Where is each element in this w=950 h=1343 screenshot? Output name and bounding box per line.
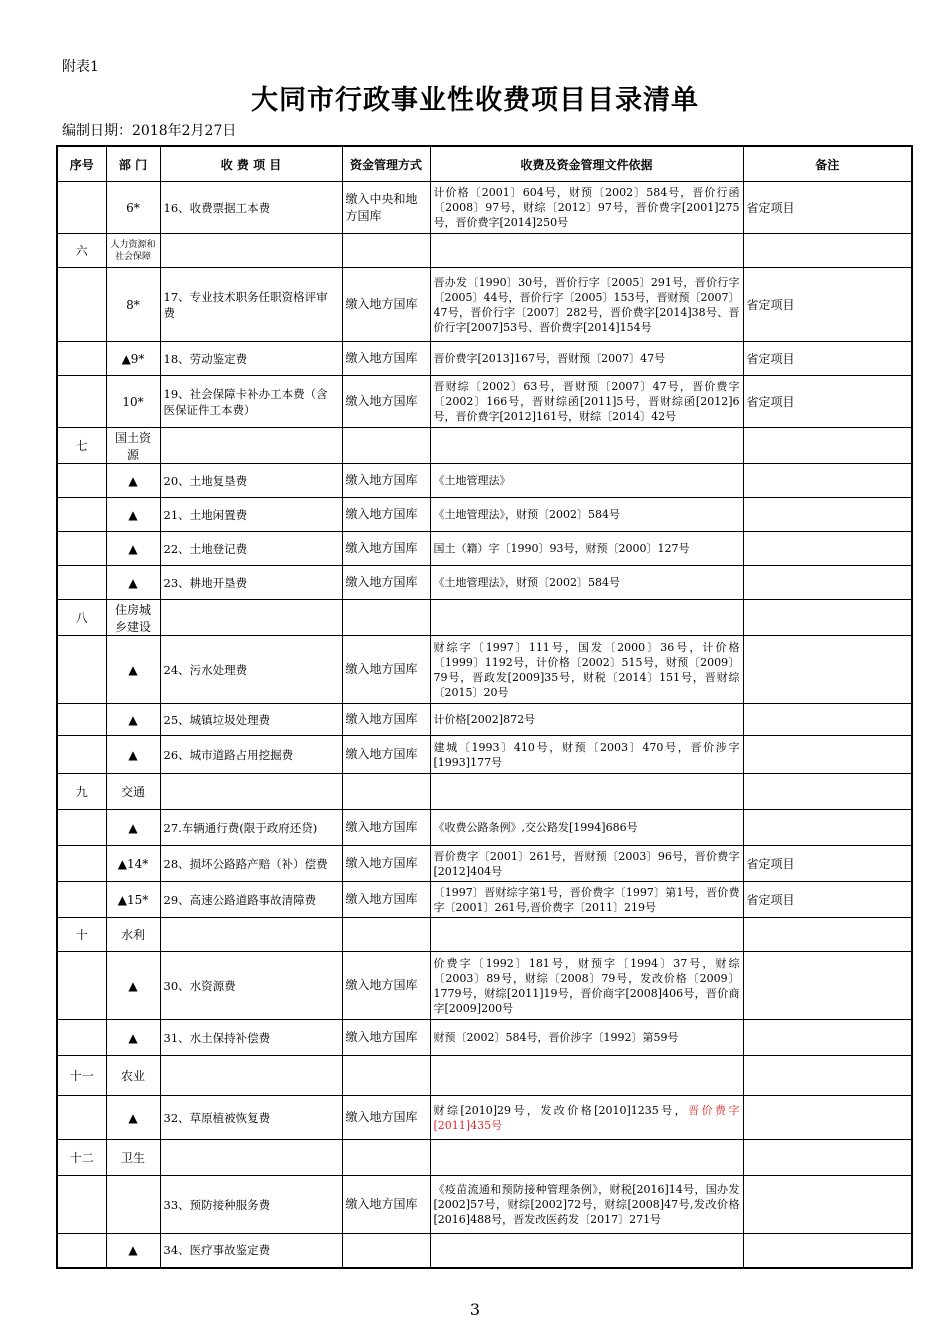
basis-text: 《土地管理法》，财预〔2002〕584号 (433, 508, 620, 521)
basis-text: 晋价费字〔2001〕261号，晋财预〔2003〕96号，晋价费字[2012]404号 (433, 849, 740, 878)
cell-item (160, 774, 342, 810)
basis-text: 计价格〔2001〕604号，财预〔2002〕584号，晋价行函〔2008〕97号，财综〔2012〕97号，晋价费字[2001]275号，晋价费字[2014]250号 (433, 186, 740, 229)
table-row (57, 1234, 912, 1268)
cell-item (160, 1056, 342, 1096)
cell-note (743, 1176, 912, 1234)
cell-mgmt: 缴入地方国库 (342, 464, 430, 498)
col-header-basis: 收费及资金管理文件依据 (430, 146, 743, 182)
cell-note (743, 1056, 912, 1096)
cell-seq (57, 376, 106, 428)
page-title: 大同市行政事业性收费项目目录清单 (251, 85, 699, 116)
cell-basis (430, 464, 743, 498)
cell-item: 17、专业技术职务任职资格评审费 (160, 268, 342, 342)
cell-dept: 交通 (106, 774, 160, 810)
basis-text: 〔1997〕晋财综字第1号，晋价费字〔1997〕第1号，晋价费字〔2001〕261号,晋价费字〔2011〕219号 (433, 885, 740, 914)
col-header-seq: 序号 (57, 146, 106, 182)
cell-seq (57, 846, 106, 882)
basis-text: 《土地管理法》，财预〔2002〕584号 (433, 576, 620, 589)
cell-dept: ▲ (106, 566, 160, 600)
cell-basis (430, 376, 743, 428)
col-header-note: 备注 (743, 146, 912, 182)
cell-seq (57, 810, 106, 846)
cell-mgmt (342, 428, 430, 464)
cell-basis (430, 1234, 743, 1268)
cell-item: 19、社会保障卡补办工本费（含医保证件工本费） (160, 376, 342, 428)
cell-seq (57, 464, 106, 498)
cell-basis (430, 566, 743, 600)
cell-basis (430, 1176, 743, 1234)
cell-basis (430, 636, 743, 704)
cell-note (743, 1234, 912, 1268)
cell-note: 省定项目 (743, 376, 912, 428)
cell-item (160, 918, 342, 952)
table-row (57, 1176, 912, 1234)
table-row (57, 846, 912, 882)
cell-item: 21、土地闲置费 (160, 498, 342, 532)
cell-mgmt (342, 918, 430, 952)
table-group-row (57, 918, 912, 952)
basis-text: 《土地管理法》 (433, 474, 511, 487)
cell-dept: ▲ (106, 464, 160, 498)
cell-note (743, 952, 912, 1020)
table-row (57, 810, 912, 846)
cell-mgmt (342, 1140, 430, 1176)
cell-basis (430, 1096, 743, 1140)
cell-note (743, 774, 912, 810)
cell-item: 23、耕地开垦费 (160, 566, 342, 600)
col-header-dept: 部 门 (106, 146, 160, 182)
cell-dept: 国土资源 (106, 428, 160, 464)
table-row (57, 268, 912, 342)
cell-mgmt (342, 600, 430, 636)
cell-dept: ▲15* (106, 882, 160, 918)
cell-mgmt: 缴入地方国库 (342, 1096, 430, 1140)
cell-dept: 10* (106, 376, 160, 428)
cell-note: 省定项目 (743, 182, 912, 234)
cell-note (743, 1096, 912, 1140)
cell-basis (430, 1056, 743, 1096)
cell-note: 省定项目 (743, 846, 912, 882)
cell-item: 33、预防接种服务费 (160, 1176, 342, 1234)
table-row (57, 704, 912, 736)
attachment-label: 附表1 (62, 59, 99, 75)
cell-item: 31、水土保持补偿费 (160, 1020, 342, 1056)
table-row (57, 182, 912, 234)
cell-seq (57, 532, 106, 566)
cell-basis (430, 882, 743, 918)
cell-note (743, 498, 912, 532)
cell-dept: ▲ (106, 704, 160, 736)
cell-mgmt: 缴入地方国库 (342, 952, 430, 1020)
table-row (57, 376, 912, 428)
cell-basis (430, 600, 743, 636)
table-row (57, 532, 912, 566)
cell-basis (430, 532, 743, 566)
cell-mgmt: 缴入地方国库 (342, 342, 430, 376)
cell-mgmt (342, 1234, 430, 1268)
cell-seq: 十 (57, 918, 106, 952)
basis-text: 晋财综〔2002〕63号，晋财预〔2007〕47号，晋价费字〔2002〕166号，晋财综函[2011]5号，晋财综函[2012]6号，晋价费字[2012]161号，财综〔2014〕42号 (433, 380, 740, 423)
cell-dept: ▲9* (106, 342, 160, 376)
cell-mgmt: 缴入地方国库 (342, 704, 430, 736)
cell-seq: 八 (57, 600, 106, 636)
basis-text: 财综[2010]29号，发改价格[2010]1235号， (433, 1103, 689, 1117)
cell-seq (57, 182, 106, 234)
cell-seq: 十一 (57, 1056, 106, 1096)
cell-dept: 8* (106, 268, 160, 342)
cell-dept: ▲ (106, 736, 160, 774)
col-header-mgmt: 资金管理方式 (342, 146, 430, 182)
cell-seq (57, 882, 106, 918)
table-row (57, 736, 912, 774)
table-group-row (57, 234, 912, 268)
table-row (57, 1020, 912, 1056)
cell-dept: ▲ (106, 810, 160, 846)
cell-dept: ▲ (106, 1234, 160, 1268)
table-group-row (57, 1056, 912, 1096)
cell-seq (57, 1234, 106, 1268)
cell-basis (430, 342, 743, 376)
cell-item: 16、收费票据工本费 (160, 182, 342, 234)
cell-item: 22、土地登记费 (160, 532, 342, 566)
cell-mgmt: 缴入地方国库 (342, 810, 430, 846)
table-row (57, 498, 912, 532)
cell-seq (57, 736, 106, 774)
cell-dept: ▲ (106, 952, 160, 1020)
table-group-row (57, 774, 912, 810)
cell-dept: ▲ (106, 498, 160, 532)
basis-text: 财综字〔1997〕111号，国发〔2000〕36号，计价格〔1999〕1192号，计价格〔2002〕515号，财预〔2009〕79号，晋政发[2009]35号，财税〔2014〕151号，晋财综〔2015〕20号 (433, 640, 740, 699)
cell-basis (430, 428, 743, 464)
table-row (57, 464, 912, 498)
basis-text-highlight: 晋价费字[2011]435号 (433, 1103, 740, 1132)
cell-note (743, 636, 912, 704)
cell-note (743, 428, 912, 464)
cell-seq (57, 268, 106, 342)
cell-basis (430, 846, 743, 882)
cell-mgmt: 缴入地方国库 (342, 498, 430, 532)
cell-item: 26、城市道路占用挖掘费 (160, 736, 342, 774)
cell-mgmt: 缴入中央和地方国库 (342, 182, 430, 234)
cell-dept: ▲ (106, 532, 160, 566)
cell-dept: 住房城乡建设 (106, 600, 160, 636)
cell-seq (57, 636, 106, 704)
basis-text: 《疫苗流通和预防接种管理条例》，财税[2016]14号，国办发[2002]57号，财综[2002]72号，财综[2008]47号,发改价格[2016]488号，晋发改医药发〔2017〕271号 (433, 1183, 740, 1226)
cell-note (743, 1020, 912, 1056)
cell-seq (57, 498, 106, 532)
cell-seq: 六 (57, 234, 106, 268)
fee-table (56, 145, 913, 1269)
cell-seq (57, 1020, 106, 1056)
cell-mgmt: 缴入地方国库 (342, 882, 430, 918)
basis-text: 晋办发〔1990〕30号，晋价行字〔2005〕291号，晋价行字〔2005〕44号，晋价行字〔2005〕153号，晋财预〔2007〕47号，晋价行字〔2007〕282号，晋价费字[2014]38号、晋价行字[2007]53号、晋价费字[2014]154号 (433, 275, 740, 334)
cell-basis (430, 952, 743, 1020)
basis-text: 《收费公路条例》,交公路发[1994]686号 (433, 821, 638, 834)
cell-note (743, 532, 912, 566)
basis-text: 财预〔2002〕584号，晋价涉字〔1992〕第59号 (433, 1031, 679, 1044)
cell-dept: 水利 (106, 918, 160, 952)
cell-basis (430, 810, 743, 846)
table-row (57, 636, 912, 704)
cell-item (160, 1140, 342, 1176)
cell-seq (57, 1176, 106, 1234)
cell-item: 34、医疗事故鉴定费 (160, 1234, 342, 1268)
table-body (57, 182, 912, 1268)
cell-note (743, 918, 912, 952)
cell-mgmt (342, 234, 430, 268)
cell-item: 27.车辆通行费(限于政府还贷) (160, 810, 342, 846)
cell-mgmt: 缴入地方国库 (342, 736, 430, 774)
compile-date: 编制日期：2018年2月27日 (62, 123, 237, 139)
cell-seq: 九 (57, 774, 106, 810)
cell-seq: 十二 (57, 1140, 106, 1176)
cell-seq: 七 (57, 428, 106, 464)
table-row (57, 342, 912, 376)
cell-basis (430, 918, 743, 952)
cell-item: 25、城镇垃圾处理费 (160, 704, 342, 736)
cell-seq (57, 1096, 106, 1140)
cell-seq (57, 566, 106, 600)
col-header-item: 收 费 项 目 (160, 146, 342, 182)
table-group-row (57, 600, 912, 636)
cell-mgmt: 缴入地方国库 (342, 1020, 430, 1056)
cell-mgmt: 缴入地方国库 (342, 268, 430, 342)
cell-basis (430, 182, 743, 234)
cell-item: 20、土地复垦费 (160, 464, 342, 498)
cell-basis (430, 1020, 743, 1056)
cell-item: 32、草原植被恢复费 (160, 1096, 342, 1140)
table-group-row (57, 428, 912, 464)
cell-note: 省定项目 (743, 342, 912, 376)
cell-basis (430, 1140, 743, 1176)
cell-mgmt: 缴入地方国库 (342, 846, 430, 882)
table-header-row (57, 146, 912, 182)
cell-seq (57, 952, 106, 1020)
table-row (57, 1096, 912, 1140)
cell-basis (430, 234, 743, 268)
cell-mgmt (342, 1056, 430, 1096)
table-group-row (57, 1140, 912, 1176)
cell-item (160, 428, 342, 464)
cell-seq (57, 342, 106, 376)
page-number: 3 (469, 1300, 481, 1319)
cell-note: 省定项目 (743, 268, 912, 342)
cell-mgmt: 缴入地方国库 (342, 376, 430, 428)
cell-item: 29、高速公路道路事故清障费 (160, 882, 342, 918)
cell-dept: ▲ (106, 1096, 160, 1140)
table-row (57, 882, 912, 918)
cell-note (743, 234, 912, 268)
cell-note (743, 600, 912, 636)
cell-dept: 人力资源和社会保障 (106, 234, 160, 268)
cell-item (160, 234, 342, 268)
basis-text: 建城〔1993〕410号，财预〔2003〕470号，晋价涉字[1993]177号 (433, 740, 740, 769)
cell-note: 省定项目 (743, 882, 912, 918)
basis-text: 计价格[2002]872号 (433, 713, 536, 726)
cell-mgmt: 缴入地方国库 (342, 1176, 430, 1234)
cell-seq (57, 704, 106, 736)
cell-dept (106, 1176, 160, 1234)
cell-mgmt (342, 774, 430, 810)
cell-dept: ▲14* (106, 846, 160, 882)
cell-note (743, 704, 912, 736)
cell-basis (430, 774, 743, 810)
table-row (57, 566, 912, 600)
cell-note (743, 464, 912, 498)
cell-dept: 卫生 (106, 1140, 160, 1176)
cell-item: 24、污水处理费 (160, 636, 342, 704)
cell-basis (430, 498, 743, 532)
cell-basis (430, 736, 743, 774)
cell-basis (430, 704, 743, 736)
cell-item (160, 600, 342, 636)
cell-item: 18、劳动鉴定费 (160, 342, 342, 376)
basis-text: 国土（籍）字〔1990〕93号，财预〔2000〕127号 (433, 542, 690, 555)
cell-dept: ▲ (106, 636, 160, 704)
cell-dept: 农业 (106, 1056, 160, 1096)
cell-item: 28、损坏公路路产赔（补）偿费 (160, 846, 342, 882)
basis-text: 晋价费字[2013]167号，晋财预〔2007〕47号 (433, 352, 666, 365)
cell-note (743, 566, 912, 600)
cell-mgmt: 缴入地方国库 (342, 636, 430, 704)
cell-note (743, 810, 912, 846)
cell-mgmt: 缴入地方国库 (342, 532, 430, 566)
table-row (57, 952, 912, 1020)
cell-note (743, 736, 912, 774)
cell-item: 30、水资源费 (160, 952, 342, 1020)
cell-dept: ▲ (106, 1020, 160, 1056)
cell-dept: 6* (106, 182, 160, 234)
cell-note (743, 1140, 912, 1176)
cell-mgmt: 缴入地方国库 (342, 566, 430, 600)
cell-basis (430, 268, 743, 342)
basis-text: 价费字〔1992〕181号，财预字〔1994〕37号，财综〔2003〕89号，财综〔2008〕79号，发改价格〔2009〕1779号，财综[2011]19号，晋价商字[2008]406号，晋价商字[2009]200号 (433, 956, 740, 1015)
